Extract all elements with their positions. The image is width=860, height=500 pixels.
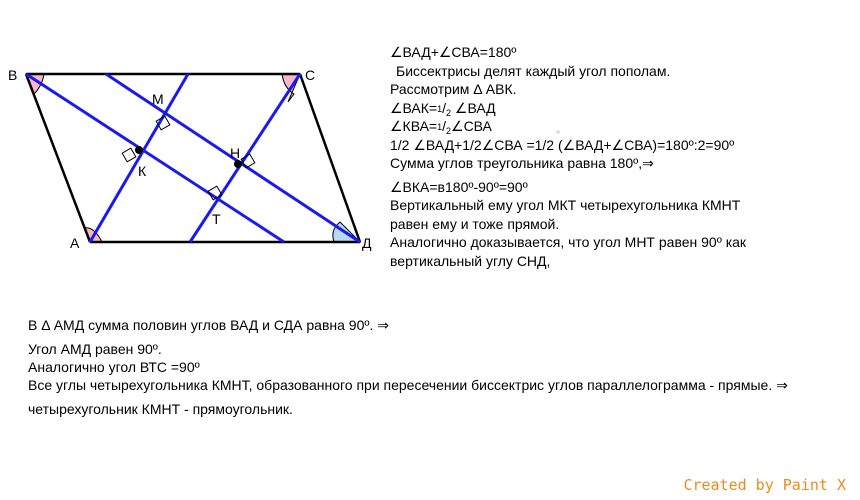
side-cd <box>300 74 360 242</box>
frac-den: 2 <box>446 107 452 118</box>
label-a: А <box>70 235 80 251</box>
bottom-line-5: четырехугольник КМНТ - прямоугольник. <box>28 401 293 417</box>
proof-line-5b: ∠СВА <box>451 118 492 134</box>
frac-num: 1 <box>437 103 443 114</box>
proof-line-2: Биссектрисы делят каждый угол пополам. <box>396 62 671 79</box>
proof-line-4: $\angle ВАК=^1/_2$ ∠ВАД <box>390 99 496 118</box>
proof-line-4b: ∠ВАД <box>451 99 496 116</box>
proof-line-6: 1/2 ∠ВАД+1/2∠СВА =1/2 (∠ВАД+∠СВА)=180º:2=90º <box>390 136 735 153</box>
proof-line-5a: ∠КВА= <box>390 118 438 134</box>
label-k: К <box>138 163 147 179</box>
frac-num: 1 <box>437 122 443 132</box>
bottom-text <box>28 316 838 418</box>
proof-line-7: Сумма углов треугольника равна 180º,⇒ <box>390 155 654 171</box>
proof-line-4a: ∠ВАК= <box>390 99 438 116</box>
bottom-line-1: В Δ АМД сумма половин углов ВАД и СДА равна 90º. ⇒ <box>28 317 390 333</box>
label-t: Т <box>212 211 221 227</box>
proof-line-3: Рассмотрим Δ АВК. <box>390 81 517 97</box>
point-h <box>234 160 242 168</box>
bottom-line-3: Аналогично угол ВТС =90º <box>28 359 200 375</box>
side-ab <box>26 74 90 242</box>
label-d: Д <box>362 235 372 251</box>
proof-text <box>390 44 850 271</box>
point-k <box>135 146 143 154</box>
label-c: С <box>305 67 316 83</box>
watermark: Created by Paint X <box>683 476 846 494</box>
proof-line-12: вертикальный углу СНД, <box>390 252 551 269</box>
proof-line-8: ∠ВКА=в180º-90º=90º <box>390 178 528 195</box>
proof-line-10: равен ему и тоже прямой. <box>390 215 560 232</box>
proof-line-1: ∠ВАД+∠СВА=180º <box>390 44 517 60</box>
label-b: В <box>8 67 18 83</box>
parallelogram-figure <box>0 0 380 270</box>
bisector-a <box>90 74 188 242</box>
frac-den: 2 <box>446 126 452 136</box>
label-h: Н <box>230 145 241 161</box>
right-angle-k <box>122 148 136 162</box>
proof-line-5: $\angle КВА=^1/_2\angle СВА$ <box>390 118 492 136</box>
bottom-line-2: Угол АМД равен 90º. <box>28 341 162 357</box>
bottom-line-4: Все углы четырехугольника КМНТ, образованного при пересечении биссектрис углов параллелограмма - прямые. ⇒ <box>28 377 788 393</box>
proof-line-9: Вертикальный ему угол МКТ четырехугольника КМНТ <box>390 197 741 213</box>
proof-line-11: Аналогично доказывается, что угол МНТ равен 90º как <box>390 234 747 250</box>
label-m: М <box>152 91 164 107</box>
